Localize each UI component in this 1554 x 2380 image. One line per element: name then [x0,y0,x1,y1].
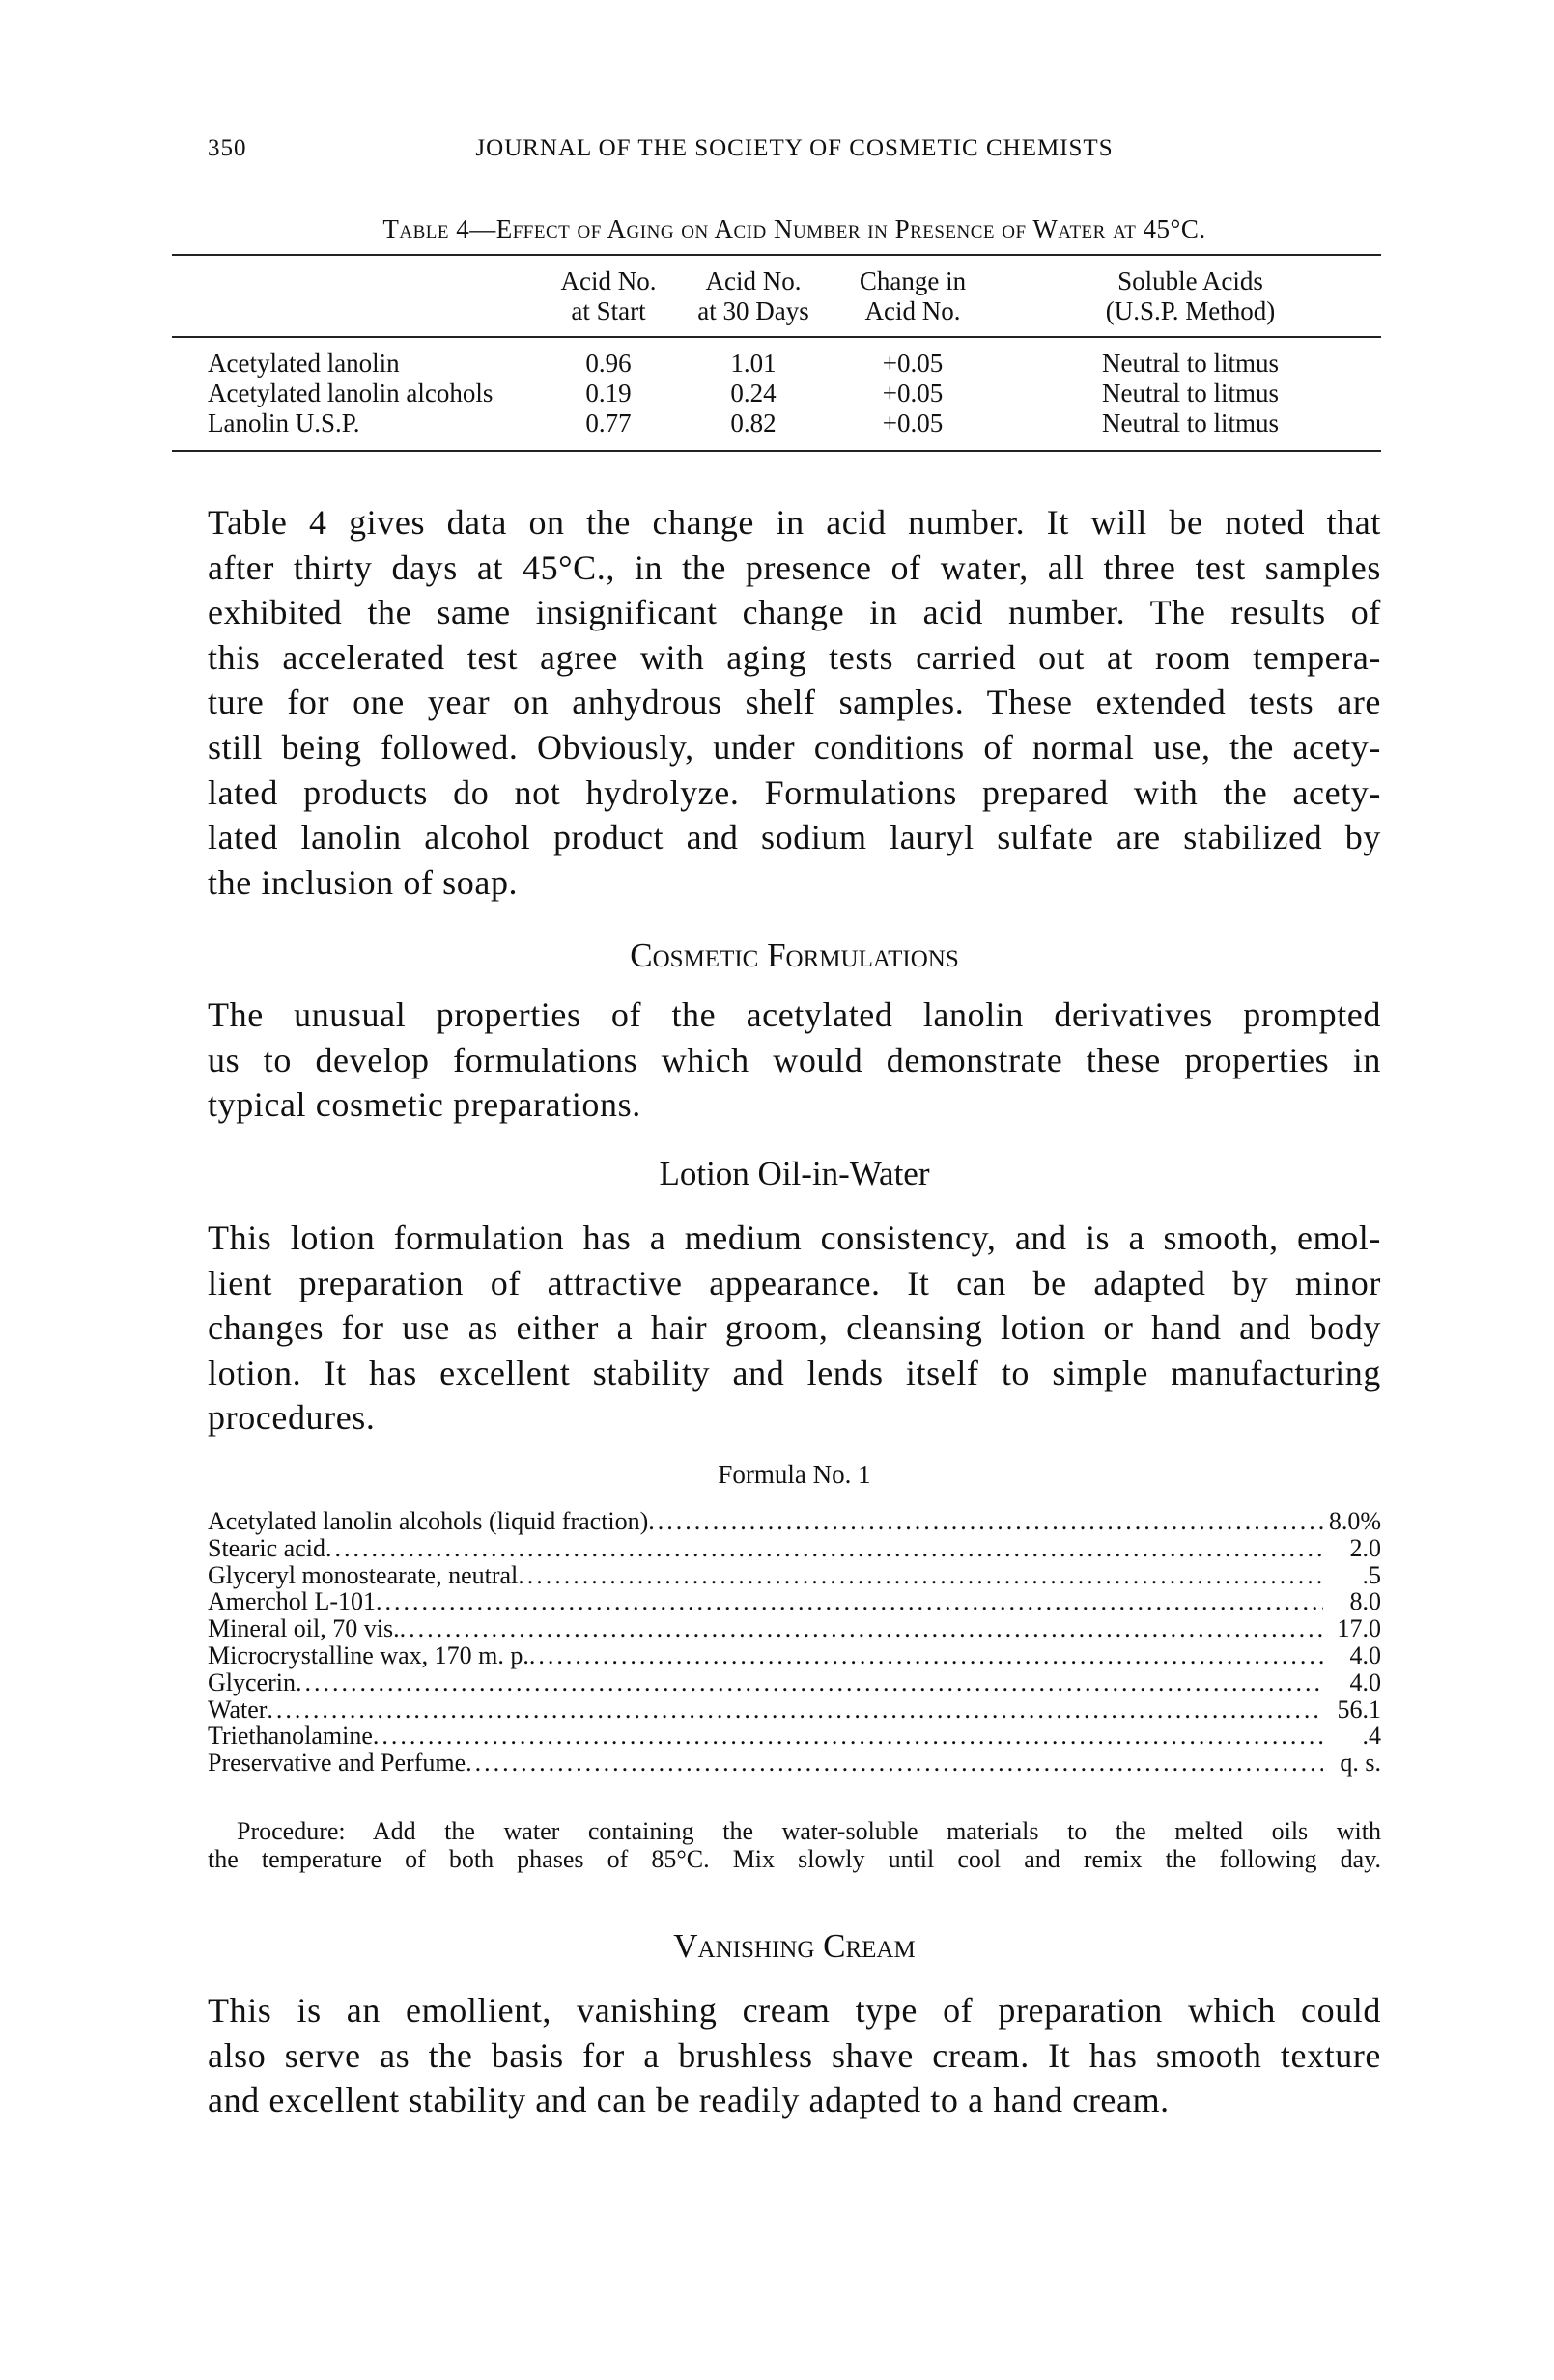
page-number: 350 [208,135,247,161]
table-row: Acetylated lanolin 0.96 1.01 +0.05 Neutral to litmus [208,349,1279,378]
formula-title: Formula No. 1 [718,1460,871,1489]
table-top-rule [172,254,1381,256]
table-header [208,266,1381,326]
formula-item: Acetylated lanolin alcohols (liquid fraction) ..... 8.0% [208,1508,1381,1535]
table-row: Acetylated lanolin alcohols 0.19 0.24 +0.05 Neutral to litmus [208,378,1279,407]
formula-item: Triethanolamine ..... .4 [208,1722,1381,1750]
formula-item: Glyceryl monostearate, neutral ..... .5 [208,1562,1381,1589]
formula-item: Preservative and Perfume ..... q. s. [208,1750,1381,1777]
formula-item: Glycerin ..... 4.0 [208,1669,1381,1696]
table-title: Table 4—Effect of Aging on Acid Number in Presence of Water at 45°C. [382,214,1206,243]
table-row: Lanolin U.S.P. 0.77 0.82 +0.05 Neutral to litmus [208,408,1279,437]
heading-lotion: Lotion Oil-in-Water [659,1155,930,1192]
heading-cosmetic-formulations: Cosmetic Formulations [630,937,959,974]
paragraph-vanishing-cream: This is an emollient, vanishing cream type of preparation which could also serve as the basis for a brushless shave cream. It has smooth texture and excellent stability and can be readily adapted to a hand cream. [208,1991,1381,2120]
col-header: Acid No. at 30 Days [697,266,809,325]
paragraph-lotion: This lotion formulation has a medium consistency, and is a smooth, emol- lient preparation of attractive appearance. It can be adapted by minor changes for use as either a hair groom, cleansing lotion or hand and body lotion. It has excellent stability and lends itself to simple manufacturing procedures. [208,1218,1381,1438]
table-header-rule [172,336,1381,338]
heading-vanishing-cream: Vanishing Cream [673,1927,916,1965]
col-header: Soluble Acids (U.S.P. Method) [1105,266,1276,325]
formula-item: Microcrystalline wax, 170 m. p. ..... 4.0 [208,1642,1381,1669]
formula-procedure: Procedure: Add the water containing the water-soluble materials to the melted oils with the temperature of both phases of 85°C. Mix slowly until cool and remix the following day. [208,1817,1381,1873]
table-bottom-rule [172,450,1381,452]
paragraph-formulations-intro: The unusual properties of the acetylated lanolin derivatives prompted us to develop formulations which would demonstrate these properties in typical cosmetic preparations. [208,995,1381,1125]
col-header: Change in Acid No. [859,266,967,325]
formula-item: Amerchol L-101 ..... 8.0 [208,1588,1381,1615]
formula-item: Mineral oil, 70 vis. ..... 17.0 [208,1615,1381,1642]
paragraph-acid-number: Table 4 gives data on the change in acid number. It will be noted that after thirty days at 45°C., in the presence of water, all three test samples exhibited the same insignificant change in acid number. The results of this accelerated test agree with aging tests carried out at room tempera- ture for one year on anhydrous shelf samples. These extended tests are still being followed. Obviously, under conditions of normal use, the acety- lated products do not hydrolyze. Formulations prepared with the acety- lated lanolin alcohol product and sodium lauryl sulfate are stabilized by the inclusion of soap. [208,503,1381,902]
formula-item: Water ..... 56.1 [208,1696,1381,1723]
table-body [208,349,1381,438]
formula-item: Stearic acid ..... 2.0 [208,1535,1381,1562]
running-header: JOURNAL OF THE SOCIETY OF COSMETIC CHEMISTS [475,135,1114,161]
col-header: Acid No. at Start [560,266,657,325]
formula-list [208,1508,1381,1777]
